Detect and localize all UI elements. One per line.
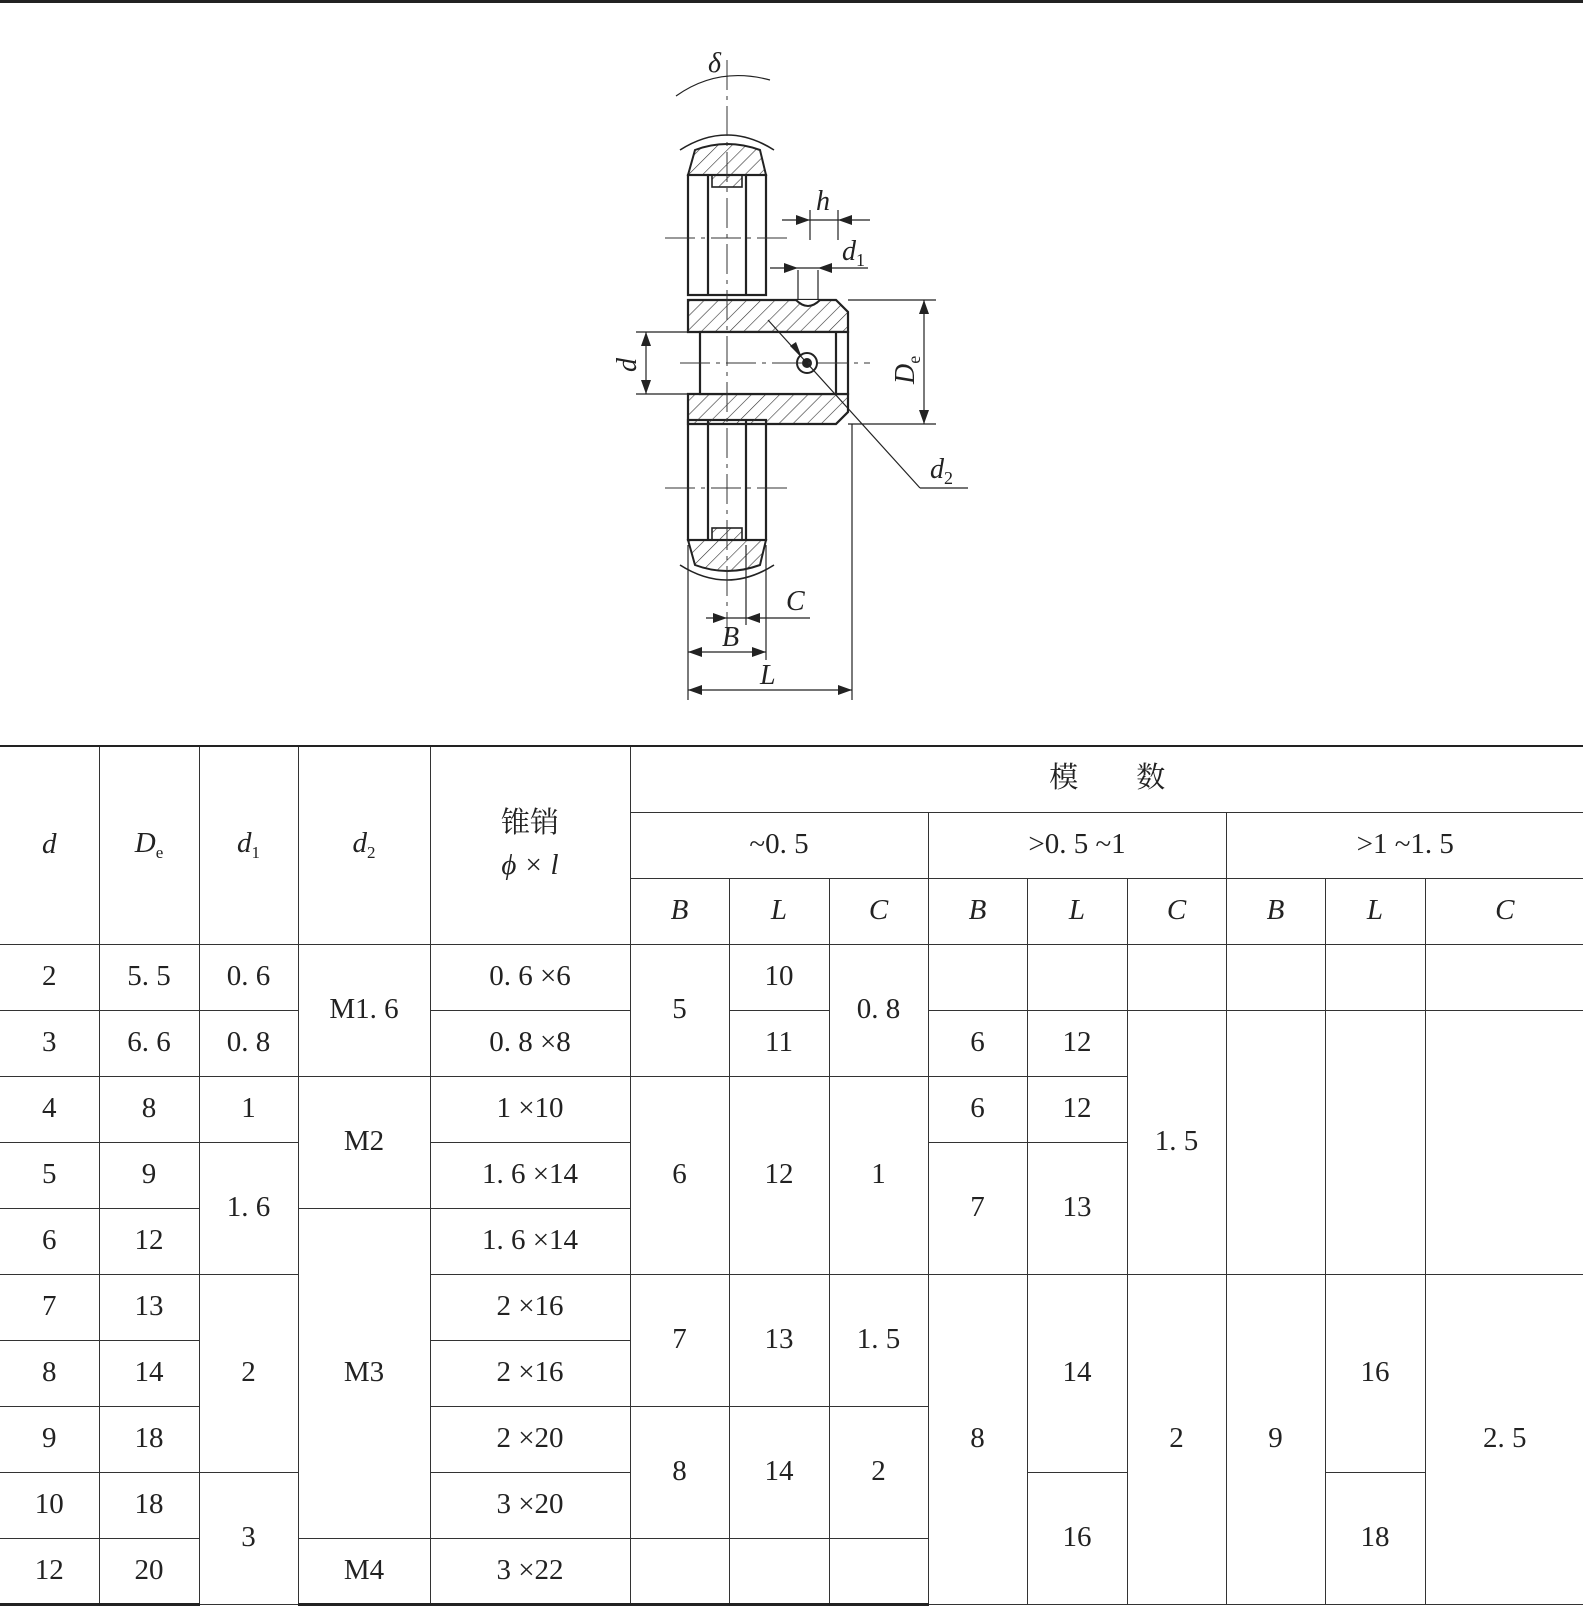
cell-g1-B: 5: [630, 944, 729, 1076]
header-group-1: ~0. 5: [630, 812, 928, 878]
cell-d: 10: [0, 1472, 99, 1538]
header-g1-B: B: [630, 878, 729, 944]
label-L: L: [760, 660, 776, 691]
header-row-1: [0, 746, 1583, 812]
cell-g2-B: 8: [928, 1274, 1027, 1604]
label-delta: δ: [708, 48, 722, 79]
cell-pin: 2 ×16: [430, 1340, 630, 1406]
table-row: [0, 1010, 1583, 1076]
cell-pin: 2 ×16: [430, 1274, 630, 1340]
cell-g3-L-empty: [1325, 1010, 1425, 1274]
cell-d1: 1. 6: [199, 1142, 298, 1274]
header-g1-C: C: [829, 878, 928, 944]
cell-De: 5. 5: [99, 944, 199, 1010]
label-d2: $d_2$: [930, 454, 953, 488]
label-B: B: [722, 622, 740, 653]
cell-De: 6. 6: [99, 1010, 199, 1076]
label-h: h: [816, 186, 830, 217]
cell-d1: 2: [199, 1274, 298, 1472]
cell-pin: 1. 6 ×14: [430, 1142, 630, 1208]
header-g3-L: L: [1325, 878, 1425, 944]
cell-pin: 0. 8 ×8: [430, 1010, 630, 1076]
hub-section: [688, 300, 848, 424]
cell-g1-L: 11: [729, 1010, 829, 1076]
cell-pin: 1. 6 ×14: [430, 1208, 630, 1274]
cell-d: 9: [0, 1406, 99, 1472]
cell-g3-L: 18: [1325, 1472, 1425, 1604]
cell-d2: M3: [298, 1208, 430, 1538]
header-g1-L: L: [729, 878, 829, 944]
header-d: d: [0, 746, 99, 944]
header-module: 模 数: [630, 746, 1583, 812]
cell-d1: 3: [199, 1472, 298, 1604]
header-g2-C: C: [1127, 878, 1226, 944]
cell-De: 8: [99, 1076, 199, 1142]
cell-g2-B: 6: [928, 1010, 1027, 1076]
cell-g1-B: 6: [630, 1076, 729, 1274]
cell-De: 20: [99, 1538, 199, 1604]
cell-g2-L: 13: [1027, 1142, 1127, 1274]
cell-d1: 0. 6: [199, 944, 298, 1010]
table-row: [0, 944, 1583, 1010]
cell-d: 3: [0, 1010, 99, 1076]
cell-g3-C-empty: [1425, 944, 1583, 1010]
cell-d2: M1. 6: [298, 944, 430, 1076]
cell-g1-B: 7: [630, 1274, 729, 1406]
cell-g1-L-empty: [729, 1538, 829, 1604]
cell-g1-L: 13: [729, 1274, 829, 1406]
cell-g2-B: 7: [928, 1142, 1027, 1274]
cell-g1-L: 12: [729, 1076, 829, 1274]
cell-d: 2: [0, 944, 99, 1010]
cell-g3-C: 2. 5: [1425, 1274, 1583, 1604]
header-d2: $d_2$: [298, 746, 430, 944]
cell-d2: M2: [298, 1076, 430, 1208]
gear-hub-drawing: [0, 0, 1583, 720]
cell-d1: 0. 8: [199, 1010, 298, 1076]
cell-d2: M4: [298, 1538, 430, 1604]
cell-g2-L: 12: [1027, 1010, 1127, 1076]
cell-g3-B: 9: [1226, 1274, 1325, 1604]
cell-d: 7: [0, 1274, 99, 1340]
cell-De: 12: [99, 1208, 199, 1274]
cell-pin: 3 ×20: [430, 1472, 630, 1538]
cell-d: 4: [0, 1076, 99, 1142]
cell-g3-B-empty: [1226, 1010, 1325, 1274]
header-g2-B: B: [928, 878, 1027, 944]
cell-De: 18: [99, 1472, 199, 1538]
cell-pin: 3 ×22: [430, 1538, 630, 1604]
cell-d: 8: [0, 1340, 99, 1406]
header-De: $D_e$: [99, 746, 199, 944]
cell-g1-C: 1: [829, 1076, 928, 1274]
dimension-table: [0, 745, 1583, 1606]
header-taper-pin: 锥销 ϕ × l: [430, 746, 630, 944]
cell-d: 12: [0, 1538, 99, 1604]
header-g3-B: B: [1226, 878, 1325, 944]
cell-g1-C: 0. 8: [829, 944, 928, 1076]
cell-g1-B: 8: [630, 1406, 729, 1538]
cell-g1-C: 2: [829, 1406, 928, 1538]
cell-g2-B: 6: [928, 1076, 1027, 1142]
cell-g1-C: 1. 5: [829, 1274, 928, 1406]
cell-d: 6: [0, 1208, 99, 1274]
cell-g2-L: 14: [1027, 1274, 1127, 1472]
cell-g1-C-empty: [829, 1538, 928, 1604]
header-g3-C: C: [1425, 878, 1583, 944]
cell-g2-L-empty: [1027, 944, 1127, 1010]
label-d: d: [612, 358, 643, 372]
header-group-3: >1 ~1. 5: [1226, 812, 1583, 878]
cell-g3-L: 16: [1325, 1274, 1425, 1472]
cell-pin: 2 ×20: [430, 1406, 630, 1472]
cell-g2-L: 16: [1027, 1472, 1127, 1604]
cell-g3-C-empty: [1425, 1010, 1583, 1274]
cell-g2-B-empty: [928, 944, 1027, 1010]
cell-g1-B-empty: [630, 1538, 729, 1604]
cell-De: 18: [99, 1406, 199, 1472]
cell-De: 13: [99, 1274, 199, 1340]
table-row: [0, 1274, 1583, 1340]
cell-g1-L: 14: [729, 1406, 829, 1538]
cell-g2-L: 12: [1027, 1076, 1127, 1142]
cell-g2-C: 2: [1127, 1274, 1226, 1604]
cell-d1: 1: [199, 1076, 298, 1142]
cell-g2-C: 1. 5: [1127, 1010, 1226, 1274]
header-d1: $d_1$: [199, 746, 298, 944]
cell-De: 9: [99, 1142, 199, 1208]
cell-pin: 0. 6 ×6: [430, 944, 630, 1010]
cell-De: 14: [99, 1340, 199, 1406]
cell-g3-L-empty: [1325, 944, 1425, 1010]
cell-pin: 1 ×10: [430, 1076, 630, 1142]
label-d1: $d_1$: [842, 236, 865, 270]
cell-g1-L: 10: [729, 944, 829, 1010]
label-De: $D_e$: [890, 355, 924, 384]
header-g2-L: L: [1027, 878, 1127, 944]
header-group-2: >0. 5 ~1: [928, 812, 1226, 878]
cell-g3-B-empty: [1226, 944, 1325, 1010]
label-C: C: [786, 586, 805, 617]
cell-d: 5: [0, 1142, 99, 1208]
cell-g2-C-empty: [1127, 944, 1226, 1010]
